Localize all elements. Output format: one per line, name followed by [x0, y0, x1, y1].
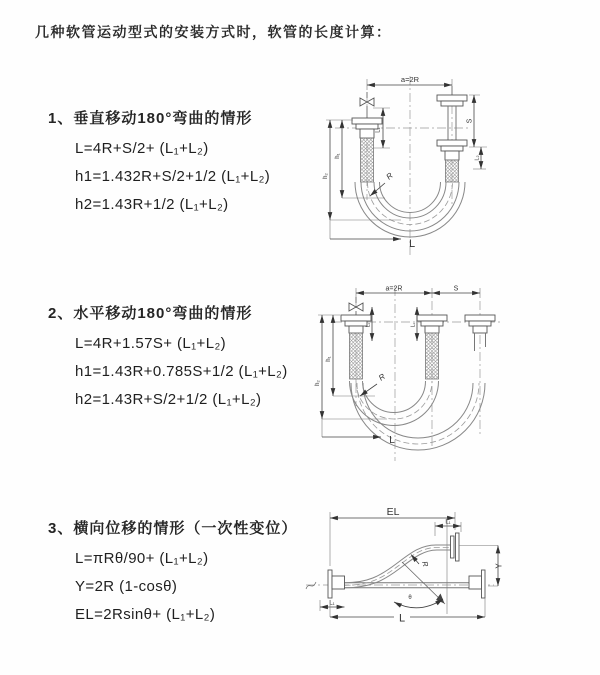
dim-label-l1: L₁	[445, 519, 451, 526]
dim-label-l1: L₁	[365, 322, 372, 328]
dim-label-a2r: a=2R	[400, 75, 420, 84]
dim-label-s: S	[466, 118, 474, 124]
braided-hose-section	[446, 160, 459, 182]
braided-hose-section	[361, 138, 374, 182]
dim-label-l1: L₁	[410, 322, 417, 328]
page-title: 几种软管运动型式的安装方式时，软管的长度计算：	[35, 24, 392, 40]
section-heading: 2、水平移动180°弯曲的情形	[48, 305, 253, 322]
section-lateral-displacement	[48, 517, 297, 629]
formula-line: h1=1.432R+S/2+1/2 (L₁+L₂)	[75, 168, 271, 185]
formula-line: L=4R+1.57S+ (L₁+L₂)	[75, 335, 227, 352]
flange-lower-right	[469, 570, 485, 598]
section-heading: 3、横向位移的情形（一次性变位）	[48, 520, 298, 537]
formula-line: Y=2R (1-cosθ)	[75, 578, 178, 595]
flange-upper-right	[451, 533, 460, 561]
dim-label-length: L	[398, 612, 406, 625]
dim-label-radius: R	[376, 371, 387, 383]
braided-hose-section	[426, 333, 439, 379]
dim-label-y: Y	[494, 563, 504, 569]
section-heading: 1、垂直移动180°弯曲的情形	[48, 110, 253, 127]
dim-label-l1: L₁	[329, 600, 335, 607]
formula-line: h1=1.43R+0.785S+1/2 (L₁+L₂)	[75, 363, 288, 380]
dim-label-h2: h₂	[323, 173, 329, 179]
flange-left	[328, 570, 345, 598]
dim-label-length: L	[408, 238, 416, 250]
dim-label-length: L	[389, 435, 395, 446]
dim-label-radius: R	[420, 560, 431, 568]
centerline-mark	[306, 582, 316, 589]
dim-label-l1: L₁	[375, 127, 382, 133]
diagram-lateral-displacement	[298, 496, 600, 644]
formula-line: L=4R+S/2+ (L₁+L₂)	[75, 140, 209, 157]
dim-label-a2r: a=2R	[385, 285, 403, 293]
dim-label-h1: h₁	[335, 153, 341, 159]
flange-right-lower	[437, 140, 467, 160]
section-vertical-180-bend	[48, 107, 270, 219]
formula-line: h2=1.43R+S/2+1/2 (L₁+L₂)	[75, 391, 262, 408]
dim-label-el: EL	[386, 506, 400, 518]
dim-label-h1: h₁	[326, 356, 332, 362]
dim-label-theta: θ	[408, 595, 412, 601]
flange-middle	[417, 315, 447, 333]
diagram-horizontal-180-bend	[313, 281, 573, 476]
diagram-vertical-180-bend	[313, 68, 573, 268]
dim-label-l2: L₂	[474, 155, 481, 161]
dim-label-radius: R	[384, 170, 395, 182]
flange-right	[465, 315, 495, 333]
dim-label-s: S	[453, 285, 459, 293]
formula-line: h2=1.43R+1/2 (L₁+L₂)	[75, 196, 229, 213]
section-horizontal-180-bend	[48, 302, 288, 414]
formula-line: EL=2Rsinθ+ (L₁+L₂)	[75, 606, 216, 623]
dim-label-h2: h₂	[315, 380, 321, 386]
flange-right-upper	[437, 95, 467, 106]
formula-line: L=πRθ/90+ (L₁+L₂)	[75, 550, 209, 567]
braided-hose-section	[350, 333, 363, 379]
